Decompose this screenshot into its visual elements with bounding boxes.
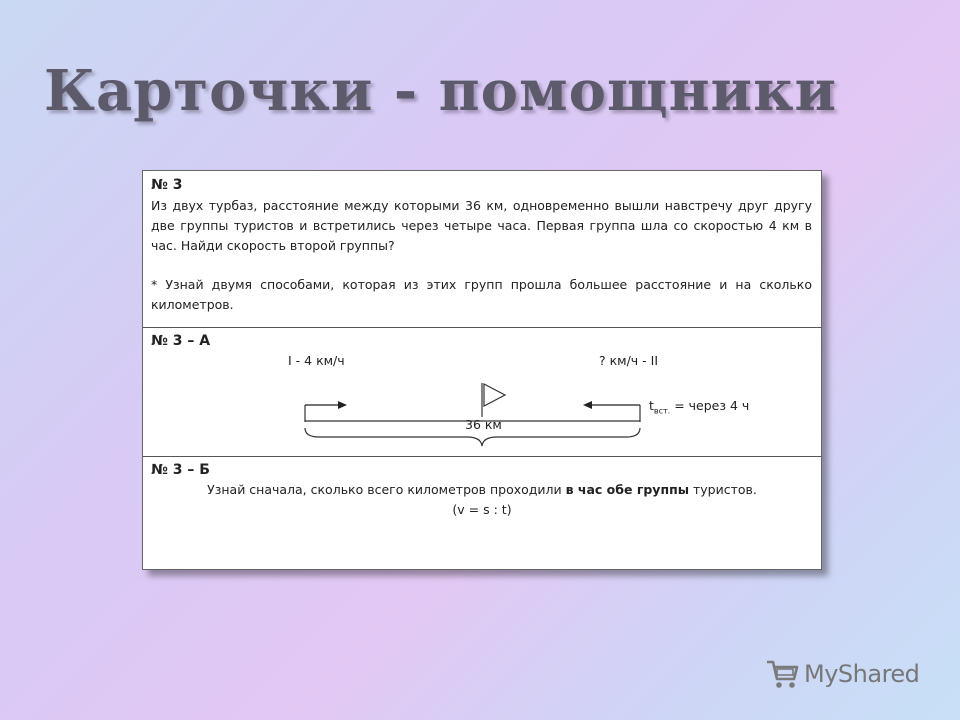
hint-a-section <box>143 329 821 457</box>
right-arrow-icon <box>305 401 347 409</box>
slide-title: Карточки - помощники <box>44 58 838 124</box>
hint-b-heading: № 3 – Б <box>151 462 210 478</box>
hint-b-text: Узнай сначала, сколько всего километров проходили в час обе группы туристов. <box>207 482 757 497</box>
logo-text: MyShared <box>804 660 920 688</box>
motion-diagram <box>143 329 821 457</box>
task-text: Из двух турбаз, расстояние между которыми 36 км, одновременно вышли навстречу друг другу две группы туристов и встретились через четыре часа. Первая группа шла со скоростью 4 км в час. Найди скорость второй группы? <box>151 198 812 253</box>
speed-formula: (v = s : t) <box>452 502 512 517</box>
hint-b-section <box>143 458 821 569</box>
task-section <box>143 171 821 328</box>
task-note: * Узнай двумя способами, которая из этих групп прошла большее расстояние и на сколько километров. <box>151 277 812 312</box>
hint-a-heading: № 3 – А <box>151 333 211 349</box>
distance-label: 36 км <box>465 417 502 432</box>
meeting-flag-icon <box>482 383 505 417</box>
meeting-time: $t_{вст.}$ = через 4 ч <box>649 398 750 416</box>
myshared-logo <box>764 656 919 692</box>
task-heading: № 3 <box>151 177 183 193</box>
second-group-speed: ? км/ч - II <box>599 353 659 368</box>
task-card <box>142 170 822 570</box>
first-group-speed: I - 4 км/ч <box>288 353 345 368</box>
cart-icon <box>764 657 800 691</box>
left-arrow-icon <box>583 401 640 409</box>
